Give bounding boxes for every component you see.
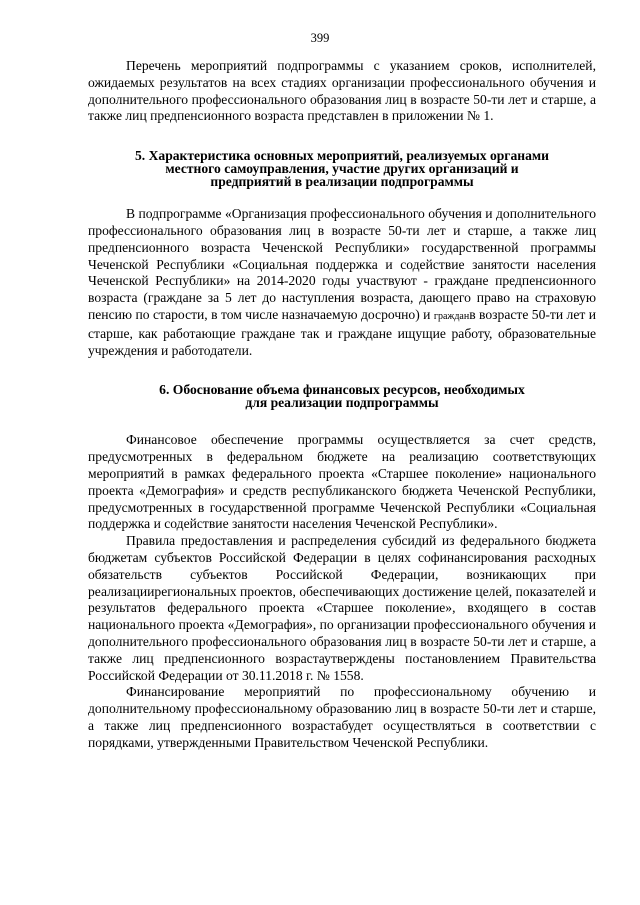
intro-paragraph: Перечень мероприятий подпрограммы с указанием сроков, исполнителей, ожидаемых результатов на всех стадиях организации профессионального обучения и дополнительного профессионального образования лиц в возрасте 50-ти лет и старше, а также лиц предпенсионного возраста представлен в приложении № 1. — [88, 58, 596, 124]
page-number: 399 — [310, 31, 330, 45]
section-5-heading — [88, 149, 596, 188]
page-content — [88, 58, 596, 752]
section-6-paragraph-financing-order: Финансирование мероприятий по профессиональному обучению и дополнительному профессиональному образованию лиц в возрасте 50-ти лет и старше, а также лиц предпенсионного возрастабудет осуществляться в соответствии с порядками, утвержденными Правительством Чеченской Республики. — [88, 684, 596, 750]
section-5-paragraph — [88, 206, 596, 359]
section-6-heading-line-1: 6. Обоснование объема финансовых ресурсов, необходимых — [159, 382, 525, 398]
section-6-paragraph-funding: Финансовое обеспечение программы осуществляется за счет средств, предусмотренных в федеральном бюджете на реализацию соответствующих мероприятий в рамках федерального проекта «Старшее поколение» национального проекта «Демография» и средств республиканского бюджета Чеченской Республики, предусмотренных в государственной программе Чеченской Республики «Социальная поддержка и содействие занятости населения Чеченской Республики». — [88, 432, 596, 532]
section-5-paragraph-text-a: В подпрограмме «Организация профессионального обучения и дополнительного профессионального образования лиц в возрасте 50-ти лет и старше, а также лиц предпенсионного возраста Чеченской Республики» государственной программы Чеченской Республики «Социальная поддержка и содействие занятости населения Чеченской Республики» на 2014-2020 годы участвуют - граждане предпенсионного возраста (граждане за 5 лет до наступления возраста, дающего право на страховую пенсию по старости, в том числе назначаемую досрочно) и — [88, 206, 596, 322]
section-5-heading-line-3: предприятий в реализации подпрограммы — [210, 174, 474, 190]
section-6-heading — [88, 383, 596, 409]
section-6-heading-line-2: для реализации подпрограммы — [245, 395, 439, 411]
section-5-paragraph-text-b: в возрасте 50-ти лет и старше, как работающие граждане так и граждане ищущие работу, образовательные учреждения и работодатели. — [88, 306, 596, 358]
section-6-paragraph-subsidy-rules: Правила предоставления и распределения субсидий из федерального бюджета бюджетам субъектов Российской Федерации в целях софинансирования расходных обязательств субъектов Российской Федерации, возникающих при реализациирегиональных проектов, обеспечивающих достижение целей, показателей и результатов федерального проекта «Старшее поколение», входящего в состав национального проекта «Демография», по организации профессионального обучения и дополнительного профессионального образования лиц в возрасте 50-ти лет и старше, а также лиц предпенсионного возрастаутверждены постановлением Правительства Российской Федерации от 30.11.2018 г. № 1558. — [88, 533, 596, 683]
section-5-heading-line-2: местного самоуправления, участие других организаций и — [165, 161, 519, 177]
section-5-heading-line-1: 5. Характеристика основных мероприятий, реализуемых органами — [134, 148, 549, 164]
section-5-paragraph-small-word: граждан — [433, 310, 470, 322]
